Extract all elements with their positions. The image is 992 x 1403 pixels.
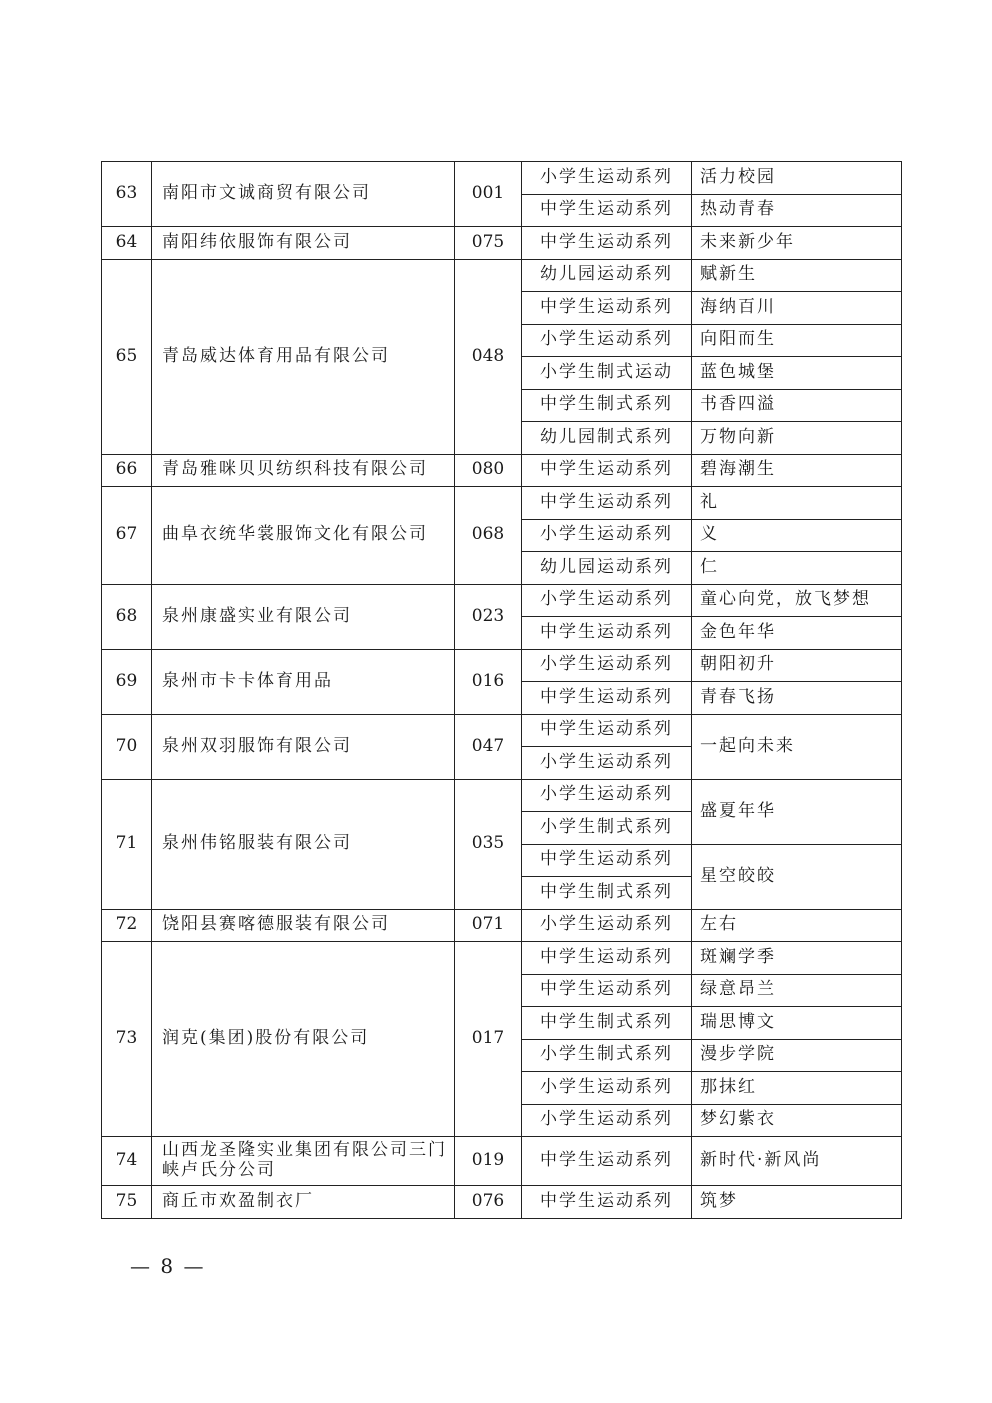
series-type: 小学生运动系列 (522, 519, 692, 552)
design-name: 梦幻紫衣 (692, 1104, 902, 1137)
series-type: 中学生运动系列 (522, 942, 692, 975)
series-type: 小学生运动系列 (522, 584, 692, 617)
series-type: 中学生运动系列 (522, 1137, 692, 1186)
series-type: 中学生运动系列 (522, 292, 692, 325)
design-name: 金色年华 (692, 617, 902, 650)
company-name: 泉州伟铭服装有限公司 (152, 779, 455, 909)
table-row (102, 1137, 902, 1186)
table-row (102, 454, 902, 487)
design-name: 礼 (692, 487, 902, 520)
table-row (102, 942, 902, 975)
design-name: 活力校园 (692, 162, 902, 195)
row-number: 65 (102, 259, 152, 454)
table-body (102, 162, 902, 1219)
product-code: 068 (455, 487, 522, 585)
product-code: 071 (455, 909, 522, 942)
row-number: 71 (102, 779, 152, 909)
design-name: 青春飞扬 (692, 682, 902, 715)
product-table (101, 161, 902, 1219)
series-type: 小学生运动系列 (522, 162, 692, 195)
product-code: 080 (455, 454, 522, 487)
series-type: 中学生运动系列 (522, 454, 692, 487)
design-name: 星空皎皎 (692, 844, 902, 909)
product-code: 017 (455, 942, 522, 1137)
design-name: 一起向未来 (692, 714, 902, 779)
row-number: 70 (102, 714, 152, 779)
design-name: 左右 (692, 909, 902, 942)
design-name: 向阳而生 (692, 324, 902, 357)
series-type: 小学生制式系列 (522, 812, 692, 845)
series-type: 小学生运动系列 (522, 649, 692, 682)
row-number: 74 (102, 1137, 152, 1186)
company-name: 南阳市文诚商贸有限公司 (152, 162, 455, 227)
series-type: 中学生运动系列 (522, 487, 692, 520)
design-name: 盛夏年华 (692, 779, 902, 844)
design-name: 蓝色城堡 (692, 357, 902, 390)
series-type: 中学生制式系列 (522, 877, 692, 910)
series-type: 幼儿园运动系列 (522, 259, 692, 292)
series-type: 小学生运动系列 (522, 747, 692, 780)
table-row (102, 1186, 902, 1219)
design-name: 朝阳初升 (692, 649, 902, 682)
series-type: 小学生运动系列 (522, 1072, 692, 1105)
product-code: 023 (455, 584, 522, 649)
design-name: 万物向新 (692, 422, 902, 455)
series-type: 中学生运动系列 (522, 974, 692, 1007)
table-row (102, 259, 902, 292)
product-code: 076 (455, 1186, 522, 1219)
company-name: 南阳纬依服饰有限公司 (152, 227, 455, 260)
table-row (102, 779, 902, 812)
company-name: 泉州康盛实业有限公司 (152, 584, 455, 649)
product-code: 047 (455, 714, 522, 779)
product-code: 016 (455, 649, 522, 714)
table-row (102, 162, 902, 195)
row-number: 75 (102, 1186, 152, 1219)
design-name: 义 (692, 519, 902, 552)
company-name: 山西龙圣隆实业集团有限公司三门峡卢氏分公司 (152, 1137, 455, 1186)
design-name: 海纳百川 (692, 292, 902, 325)
series-type: 中学生运动系列 (522, 1186, 692, 1219)
design-name: 那抹红 (692, 1072, 902, 1105)
design-name: 书香四溢 (692, 389, 902, 422)
design-name: 碧海潮生 (692, 454, 902, 487)
row-number: 73 (102, 942, 152, 1137)
series-type: 中学生运动系列 (522, 682, 692, 715)
series-type: 中学生制式系列 (522, 1007, 692, 1040)
design-name: 仁 (692, 552, 902, 585)
page-number: — 8 — (130, 1254, 206, 1278)
company-name: 青岛雅咪贝贝纺织科技有限公司 (152, 454, 455, 487)
table-row (102, 584, 902, 617)
design-name: 新时代·新风尚 (692, 1137, 902, 1186)
company-name: 泉州市卡卡体育用品 (152, 649, 455, 714)
row-number: 63 (102, 162, 152, 227)
row-number: 66 (102, 454, 152, 487)
row-number: 68 (102, 584, 152, 649)
product-code: 001 (455, 162, 522, 227)
series-type: 幼儿园运动系列 (522, 552, 692, 585)
row-number: 69 (102, 649, 152, 714)
table-row (102, 227, 902, 260)
table-row (102, 487, 902, 520)
series-type: 小学生运动系列 (522, 1104, 692, 1137)
product-code: 019 (455, 1137, 522, 1186)
company-name: 青岛威达体育用品有限公司 (152, 259, 455, 454)
design-name: 瑞思博文 (692, 1007, 902, 1040)
company-name: 饶阳县赛喀德服装有限公司 (152, 909, 455, 942)
series-type: 中学生运动系列 (522, 714, 692, 747)
series-type: 小学生运动系列 (522, 324, 692, 357)
company-name: 润克(集团)股份有限公司 (152, 942, 455, 1137)
row-number: 67 (102, 487, 152, 585)
series-type: 中学生运动系列 (522, 227, 692, 260)
table-row (102, 714, 902, 747)
series-type: 幼儿园制式系列 (522, 422, 692, 455)
company-name: 曲阜衣统华裳服饰文化有限公司 (152, 487, 455, 585)
row-number: 64 (102, 227, 152, 260)
company-name: 泉州双羽服饰有限公司 (152, 714, 455, 779)
series-type: 中学生制式系列 (522, 389, 692, 422)
table-row (102, 909, 902, 942)
product-code: 075 (455, 227, 522, 260)
design-name: 未来新少年 (692, 227, 902, 260)
design-name: 童心向党，放飞梦想 (692, 584, 902, 617)
design-name: 漫步学院 (692, 1039, 902, 1072)
company-name: 商丘市欢盈制衣厂 (152, 1186, 455, 1219)
product-code: 048 (455, 259, 522, 454)
design-name: 绿意昂兰 (692, 974, 902, 1007)
series-type: 中学生运动系列 (522, 844, 692, 877)
series-type: 小学生制式运动 (522, 357, 692, 390)
series-type: 中学生运动系列 (522, 617, 692, 650)
series-type: 小学生运动系列 (522, 909, 692, 942)
product-code: 035 (455, 779, 522, 909)
row-number: 72 (102, 909, 152, 942)
design-name: 筑梦 (692, 1186, 902, 1219)
design-name: 热动青春 (692, 194, 902, 227)
design-name: 斑斓学季 (692, 942, 902, 975)
series-type: 中学生运动系列 (522, 194, 692, 227)
design-name: 赋新生 (692, 259, 902, 292)
table-row (102, 649, 902, 682)
series-type: 小学生运动系列 (522, 779, 692, 812)
series-type: 小学生制式系列 (522, 1039, 692, 1072)
